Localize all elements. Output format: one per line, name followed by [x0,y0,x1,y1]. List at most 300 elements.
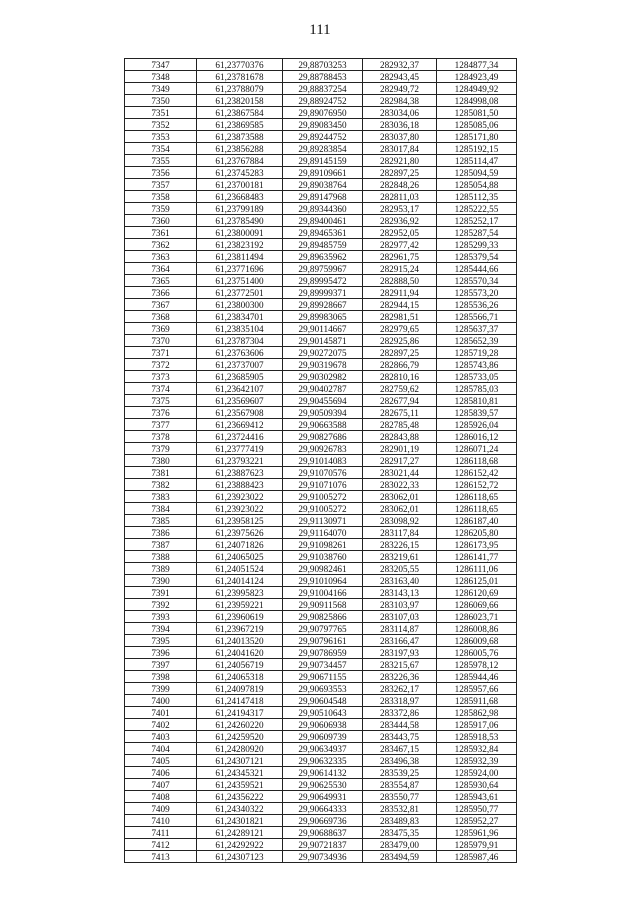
y-coordinate-cell: 1285444,66 [437,263,517,275]
point-number-cell: 7393 [125,611,197,623]
x-coordinate-cell: 283117,84 [363,527,437,539]
y-coordinate-cell: 1285570,34 [437,275,517,287]
longitude-cell: 29,90786959 [283,647,363,659]
y-coordinate-cell: 1286009,68 [437,635,517,647]
x-coordinate-cell: 282677,94 [363,395,437,407]
table-row [125,623,517,635]
y-coordinate-cell: 1286125,01 [437,575,517,587]
y-coordinate-cell: 1285944,46 [437,671,517,683]
point-number-cell: 7371 [125,347,197,359]
y-coordinate-cell: 1285785,03 [437,383,517,395]
x-coordinate-cell: 283022,33 [363,479,437,491]
point-number-cell: 7413 [125,851,197,863]
x-coordinate-cell: 283318,97 [363,695,437,707]
table-row [125,323,517,335]
y-coordinate-cell: 1285926,04 [437,419,517,431]
x-coordinate-cell: 283036,18 [363,119,437,131]
longitude-cell: 29,90509394 [283,407,363,419]
table-row [125,755,517,767]
longitude-cell: 29,90827686 [283,431,363,443]
x-coordinate-cell: 282921,80 [363,155,437,167]
longitude-cell: 29,89635962 [283,251,363,263]
point-number-cell: 7396 [125,647,197,659]
y-coordinate-cell: 1285085,06 [437,119,517,131]
table-row [125,419,517,431]
table-row [125,587,517,599]
coordinates-table-body [125,59,517,863]
latitude-cell: 61,23958125 [197,515,283,527]
x-coordinate-cell: 282915,24 [363,263,437,275]
table-row [125,107,517,119]
y-coordinate-cell: 1286152,42 [437,467,517,479]
latitude-cell: 61,24051524 [197,563,283,575]
y-coordinate-cell: 1285743,86 [437,359,517,371]
x-coordinate-cell: 283143,13 [363,587,437,599]
table-row [125,515,517,527]
latitude-cell: 61,23995823 [197,587,283,599]
y-coordinate-cell: 1286118,65 [437,503,517,515]
longitude-cell: 29,89344360 [283,203,363,215]
x-coordinate-cell: 282901,19 [363,443,437,455]
point-number-cell: 7374 [125,383,197,395]
table-row [125,287,517,299]
x-coordinate-cell: 283489,83 [363,815,437,827]
latitude-cell: 61,23959221 [197,599,283,611]
table-row [125,275,517,287]
table-row [125,179,517,191]
point-number-cell: 7357 [125,179,197,191]
longitude-cell: 29,89999371 [283,287,363,299]
table-row [125,395,517,407]
point-number-cell: 7378 [125,431,197,443]
y-coordinate-cell: 1285930,64 [437,779,517,791]
y-coordinate-cell: 1285978,12 [437,659,517,671]
x-coordinate-cell: 283443,75 [363,731,437,743]
longitude-cell: 29,91070576 [283,467,363,479]
longitude-cell: 29,90632335 [283,755,363,767]
point-number-cell: 7368 [125,311,197,323]
point-number-cell: 7367 [125,299,197,311]
x-coordinate-cell: 282888,50 [363,275,437,287]
latitude-cell: 61,23772501 [197,287,283,299]
point-number-cell: 7407 [125,779,197,791]
table-row [125,119,517,131]
latitude-cell: 61,23960619 [197,611,283,623]
y-coordinate-cell: 1286071,24 [437,443,517,455]
longitude-cell: 29,89995472 [283,275,363,287]
point-number-cell: 7376 [125,407,197,419]
y-coordinate-cell: 1284877,34 [437,59,517,71]
table-row [125,263,517,275]
longitude-cell: 29,90510643 [283,707,363,719]
point-number-cell: 7364 [125,263,197,275]
longitude-cell: 29,90145871 [283,335,363,347]
x-coordinate-cell: 283262,17 [363,683,437,695]
point-number-cell: 7394 [125,623,197,635]
latitude-cell: 61,23793221 [197,455,283,467]
point-number-cell: 7347 [125,59,197,71]
y-coordinate-cell: 1285917,06 [437,719,517,731]
x-coordinate-cell: 283034,06 [363,107,437,119]
table-row [125,299,517,311]
x-coordinate-cell: 283166,47 [363,635,437,647]
table-row [125,611,517,623]
x-coordinate-cell: 282979,65 [363,323,437,335]
latitude-cell: 61,23869585 [197,119,283,131]
x-coordinate-cell: 283114,87 [363,623,437,635]
latitude-cell: 61,23834701 [197,311,283,323]
table-row [125,563,517,575]
table-row [125,719,517,731]
table-row [125,707,517,719]
point-number-cell: 7395 [125,635,197,647]
table-row [125,95,517,107]
table-row [125,371,517,383]
y-coordinate-cell: 1285536,26 [437,299,517,311]
latitude-cell: 61,23887623 [197,467,283,479]
y-coordinate-cell: 1286205,80 [437,527,517,539]
point-number-cell: 7409 [125,803,197,815]
x-coordinate-cell: 282759,62 [363,383,437,395]
table-row [125,731,517,743]
latitude-cell: 61,23751400 [197,275,283,287]
x-coordinate-cell: 283205,55 [363,563,437,575]
latitude-cell: 61,23763606 [197,347,283,359]
y-coordinate-cell: 1286120,69 [437,587,517,599]
longitude-cell: 29,90634937 [283,743,363,755]
x-coordinate-cell: 282897,25 [363,167,437,179]
point-number-cell: 7390 [125,575,197,587]
point-number-cell: 7362 [125,239,197,251]
longitude-cell: 29,90734936 [283,851,363,863]
y-coordinate-cell: 1286141,77 [437,551,517,563]
y-coordinate-cell: 1285171,80 [437,131,517,143]
point-number-cell: 7410 [125,815,197,827]
longitude-cell: 29,90272075 [283,347,363,359]
latitude-cell: 61,23923022 [197,491,283,503]
y-coordinate-cell: 1285379,54 [437,251,517,263]
latitude-cell: 61,24259520 [197,731,283,743]
point-number-cell: 7400 [125,695,197,707]
x-coordinate-cell: 283444,58 [363,719,437,731]
longitude-cell: 29,89083450 [283,119,363,131]
y-coordinate-cell: 1285911,68 [437,695,517,707]
y-coordinate-cell: 1285979,91 [437,839,517,851]
latitude-cell: 61,23700181 [197,179,283,191]
longitude-cell: 29,89928667 [283,299,363,311]
x-coordinate-cell: 283475,35 [363,827,437,839]
y-coordinate-cell: 1285918,53 [437,731,517,743]
longitude-cell: 29,90734457 [283,659,363,671]
y-coordinate-cell: 1285299,33 [437,239,517,251]
latitude-cell: 61,23787304 [197,335,283,347]
table-row [125,839,517,851]
x-coordinate-cell: 282932,37 [363,59,437,71]
latitude-cell: 61,24065025 [197,551,283,563]
page-number: 111 [309,22,331,38]
x-coordinate-cell: 282785,48 [363,419,437,431]
x-coordinate-cell: 282977,42 [363,239,437,251]
table-row [125,131,517,143]
y-coordinate-cell: 1286005,76 [437,647,517,659]
longitude-cell: 29,90825866 [283,611,363,623]
latitude-cell: 61,23799189 [197,203,283,215]
point-number-cell: 7370 [125,335,197,347]
longitude-cell: 29,91014083 [283,455,363,467]
y-coordinate-cell: 1285094,59 [437,167,517,179]
point-number-cell: 7354 [125,143,197,155]
point-number-cell: 7375 [125,395,197,407]
latitude-cell: 61,24307123 [197,851,283,863]
latitude-cell: 61,23835104 [197,323,283,335]
point-number-cell: 7389 [125,563,197,575]
point-number-cell: 7372 [125,359,197,371]
latitude-cell: 61,24056719 [197,659,283,671]
table-row [125,359,517,371]
point-number-cell: 7388 [125,551,197,563]
y-coordinate-cell: 1285943,61 [437,791,517,803]
table-row [125,827,517,839]
point-number-cell: 7408 [125,791,197,803]
longitude-cell: 29,90455694 [283,395,363,407]
latitude-cell: 61,24292922 [197,839,283,851]
table-row [125,155,517,167]
x-coordinate-cell: 283372,86 [363,707,437,719]
point-number-cell: 7386 [125,527,197,539]
table-row [125,407,517,419]
x-coordinate-cell: 283226,15 [363,539,437,551]
y-coordinate-cell: 1286111,06 [437,563,517,575]
longitude-cell: 29,90669736 [283,815,363,827]
latitude-cell: 61,24359521 [197,779,283,791]
longitude-cell: 29,90664333 [283,803,363,815]
latitude-cell: 61,23888423 [197,479,283,491]
x-coordinate-cell: 282811,03 [363,191,437,203]
x-coordinate-cell: 283062,01 [363,503,437,515]
x-coordinate-cell: 282925,86 [363,335,437,347]
y-coordinate-cell: 1285252,17 [437,215,517,227]
latitude-cell: 61,23642107 [197,383,283,395]
point-number-cell: 7398 [125,671,197,683]
x-coordinate-cell: 282848,26 [363,179,437,191]
table-row [125,635,517,647]
latitude-cell: 61,23685905 [197,371,283,383]
longitude-cell: 29,89283854 [283,143,363,155]
table-row [125,791,517,803]
latitude-cell: 61,23771696 [197,263,283,275]
longitude-cell: 29,89983065 [283,311,363,323]
point-number-cell: 7369 [125,323,197,335]
table-row [125,695,517,707]
y-coordinate-cell: 1286118,68 [437,455,517,467]
x-coordinate-cell: 282943,45 [363,71,437,83]
table-row [125,191,517,203]
latitude-cell: 61,24289121 [197,827,283,839]
latitude-cell: 61,23770376 [197,59,283,71]
x-coordinate-cell: 282961,75 [363,251,437,263]
latitude-cell: 61,23737007 [197,359,283,371]
x-coordinate-cell: 282944,15 [363,299,437,311]
longitude-cell: 29,91164070 [283,527,363,539]
table-row [125,539,517,551]
table-row [125,227,517,239]
x-coordinate-cell: 282981,51 [363,311,437,323]
point-number-cell: 7361 [125,227,197,239]
x-coordinate-cell: 282675,11 [363,407,437,419]
table-row [125,467,517,479]
latitude-cell: 61,24147418 [197,695,283,707]
y-coordinate-cell: 1285222,55 [437,203,517,215]
longitude-cell: 29,88837254 [283,83,363,95]
latitude-cell: 61,23811494 [197,251,283,263]
y-coordinate-cell: 1285192,15 [437,143,517,155]
latitude-cell: 61,24345321 [197,767,283,779]
y-coordinate-cell: 1285950,77 [437,803,517,815]
table-row [125,767,517,779]
point-number-cell: 7411 [125,827,197,839]
table-row [125,83,517,95]
table-row [125,803,517,815]
table-row [125,215,517,227]
point-number-cell: 7348 [125,71,197,83]
longitude-cell: 29,90693553 [283,683,363,695]
y-coordinate-cell: 1285810,81 [437,395,517,407]
latitude-cell: 61,23777419 [197,443,283,455]
y-coordinate-cell: 1286008,86 [437,623,517,635]
table-row [125,431,517,443]
y-coordinate-cell: 1286118,65 [437,491,517,503]
point-number-cell: 7351 [125,107,197,119]
x-coordinate-cell: 283494,59 [363,851,437,863]
longitude-cell: 29,91005272 [283,491,363,503]
y-coordinate-cell: 1285961,96 [437,827,517,839]
latitude-cell: 61,24194317 [197,707,283,719]
point-number-cell: 7373 [125,371,197,383]
y-coordinate-cell: 1285932,84 [437,743,517,755]
table-row [125,71,517,83]
latitude-cell: 61,23975626 [197,527,283,539]
point-number-cell: 7401 [125,707,197,719]
x-coordinate-cell: 282949,72 [363,83,437,95]
table-row [125,383,517,395]
y-coordinate-cell: 1284923,49 [437,71,517,83]
x-coordinate-cell: 283107,03 [363,611,437,623]
point-number-cell: 7381 [125,467,197,479]
table-row [125,599,517,611]
x-coordinate-cell: 283215,67 [363,659,437,671]
longitude-cell: 29,90606938 [283,719,363,731]
table-row [125,59,517,71]
longitude-cell: 29,90671155 [283,671,363,683]
table-row [125,251,517,263]
x-coordinate-cell: 283226,36 [363,671,437,683]
point-number-cell: 7360 [125,215,197,227]
longitude-cell: 29,90911568 [283,599,363,611]
point-number-cell: 7352 [125,119,197,131]
point-number-cell: 7402 [125,719,197,731]
longitude-cell: 29,91010964 [283,575,363,587]
latitude-cell: 61,24301821 [197,815,283,827]
latitude-cell: 61,23781678 [197,71,283,83]
longitude-cell: 29,91038760 [283,551,363,563]
x-coordinate-cell: 282917,27 [363,455,437,467]
point-number-cell: 7355 [125,155,197,167]
longitude-cell: 29,89485759 [283,239,363,251]
point-number-cell: 7384 [125,503,197,515]
point-number-cell: 7358 [125,191,197,203]
x-coordinate-cell: 282866,79 [363,359,437,371]
point-number-cell: 7349 [125,83,197,95]
x-coordinate-cell: 283467,15 [363,743,437,755]
y-coordinate-cell: 1285054,88 [437,179,517,191]
latitude-cell: 61,23785490 [197,215,283,227]
longitude-cell: 29,88924752 [283,95,363,107]
point-number-cell: 7406 [125,767,197,779]
x-coordinate-cell: 282843,88 [363,431,437,443]
y-coordinate-cell: 1285987,46 [437,851,517,863]
y-coordinate-cell: 1285932,39 [437,755,517,767]
point-number-cell: 7379 [125,443,197,455]
longitude-cell: 29,90114667 [283,323,363,335]
longitude-cell: 29,90649931 [283,791,363,803]
table-row [125,203,517,215]
table-row [125,659,517,671]
table-row [125,671,517,683]
table-row [125,527,517,539]
point-number-cell: 7377 [125,419,197,431]
x-coordinate-cell: 282984,38 [363,95,437,107]
table-row [125,851,517,863]
y-coordinate-cell: 1286069,66 [437,599,517,611]
latitude-cell: 61,23569607 [197,395,283,407]
table-row [125,491,517,503]
y-coordinate-cell: 1285924,00 [437,767,517,779]
table-row [125,743,517,755]
y-coordinate-cell: 1285287,54 [437,227,517,239]
table-row [125,779,517,791]
y-coordinate-cell: 1285952,27 [437,815,517,827]
longitude-cell: 29,90663588 [283,419,363,431]
longitude-cell: 29,89400461 [283,215,363,227]
y-coordinate-cell: 1285114,47 [437,155,517,167]
latitude-cell: 61,23856288 [197,143,283,155]
x-coordinate-cell: 283219,61 [363,551,437,563]
x-coordinate-cell: 283197,93 [363,647,437,659]
longitude-cell: 29,90302982 [283,371,363,383]
latitude-cell: 61,23923022 [197,503,283,515]
longitude-cell: 29,88788453 [283,71,363,83]
latitude-cell: 61,23823192 [197,239,283,251]
longitude-cell: 29,89244752 [283,131,363,143]
longitude-cell: 29,90614132 [283,767,363,779]
latitude-cell: 61,24014124 [197,575,283,587]
x-coordinate-cell: 283479,00 [363,839,437,851]
x-coordinate-cell: 283163,40 [363,575,437,587]
latitude-cell: 61,24013520 [197,635,283,647]
x-coordinate-cell: 283103,97 [363,599,437,611]
longitude-cell: 29,89147968 [283,191,363,203]
longitude-cell: 29,90402787 [283,383,363,395]
point-number-cell: 7391 [125,587,197,599]
point-number-cell: 7412 [125,839,197,851]
point-number-cell: 7350 [125,95,197,107]
longitude-cell: 29,89038764 [283,179,363,191]
y-coordinate-cell: 1285112,35 [437,191,517,203]
longitude-cell: 29,89076950 [283,107,363,119]
point-number-cell: 7382 [125,479,197,491]
longitude-cell: 29,91098261 [283,539,363,551]
y-coordinate-cell: 1285566,71 [437,311,517,323]
